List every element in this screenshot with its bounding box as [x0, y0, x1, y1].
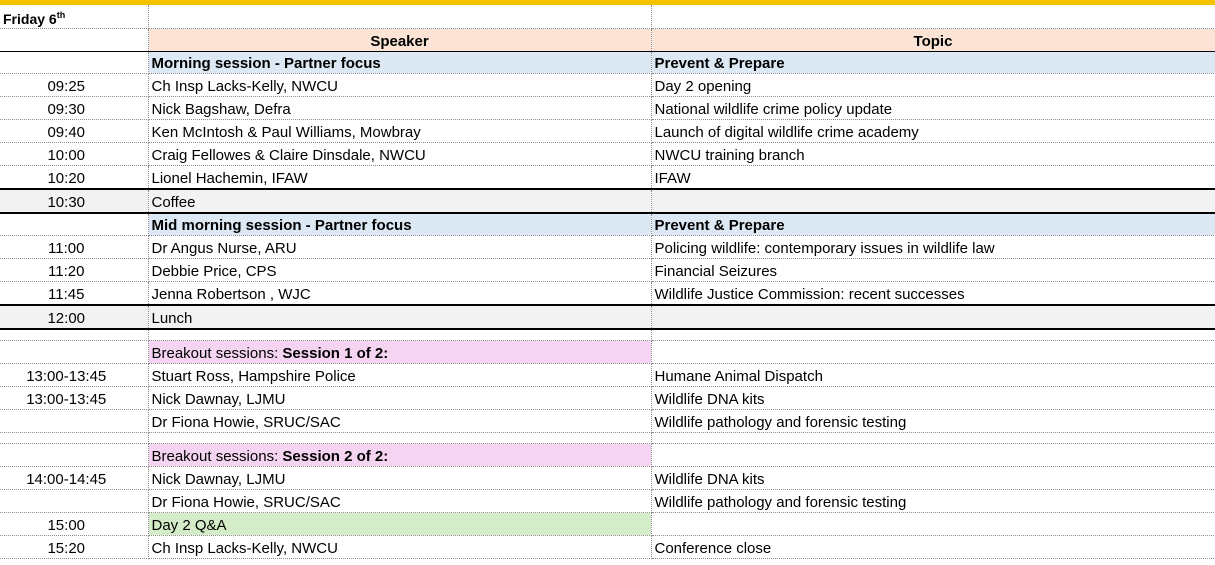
table-row	[0, 143, 1215, 166]
breakout-row-1	[0, 341, 1215, 364]
speaker-cell[interactable]: Nick Bagshaw, Defra	[148, 97, 651, 120]
agenda-table	[0, 5, 1215, 559]
topic-header[interactable]: Topic	[651, 29, 1215, 52]
time-cell[interactable]: 11:20	[0, 259, 148, 282]
session-topic[interactable]: Prevent & Prepare	[651, 52, 1215, 74]
topic-cell[interactable]: Financial Seizures	[651, 259, 1215, 282]
time-cell[interactable]: 11:00	[0, 236, 148, 259]
table-row	[0, 259, 1215, 282]
empty-cell[interactable]	[0, 29, 148, 52]
empty-cell[interactable]	[148, 329, 651, 341]
session-title[interactable]: Mid morning session - Partner focus	[148, 213, 651, 236]
day-label: Friday 6	[3, 11, 57, 27]
breakout-session-label: Session 2 of 2:	[282, 448, 389, 465]
day-suffix: th	[56, 10, 66, 20]
topic-cell[interactable]: Wildlife pathology and forensic testing	[651, 490, 1215, 513]
table-row	[0, 74, 1215, 97]
empty-cell[interactable]	[651, 433, 1215, 444]
empty-cell[interactable]	[651, 329, 1215, 341]
session-title[interactable]: Morning session - Partner focus	[148, 52, 651, 74]
empty-cell[interactable]	[651, 341, 1215, 364]
topic-cell[interactable]: Day 2 opening	[651, 74, 1215, 97]
time-cell[interactable]: 15:00	[0, 513, 148, 536]
breakout-session-label: Session 1 of 2:	[282, 345, 389, 362]
time-cell[interactable]: 09:40	[0, 120, 148, 143]
speaker-cell[interactable]: Lionel Hachemin, IFAW	[148, 166, 651, 190]
empty-cell[interactable]	[651, 189, 1215, 213]
empty-cell[interactable]	[0, 444, 148, 467]
empty-cell[interactable]	[0, 52, 148, 74]
speaker-cell[interactable]: Nick Dawnay, LJMU	[148, 467, 651, 490]
speaker-cell[interactable]: Dr Fiona Howie, SRUC/SAC	[148, 490, 651, 513]
empty-cell[interactable]	[0, 213, 148, 236]
topic-cell[interactable]: Wildlife Justice Commission: recent successes	[651, 282, 1215, 306]
empty-cell[interactable]	[651, 305, 1215, 329]
time-cell[interactable]: 13:00-13:45	[0, 387, 148, 410]
speaker-cell[interactable]: Nick Dawnay, LJMU	[148, 387, 651, 410]
speaker-cell[interactable]: Ch Insp Lacks-Kelly, NWCU	[148, 74, 651, 97]
empty-cell[interactable]	[0, 329, 148, 341]
topic-cell[interactable]: Wildlife DNA kits	[651, 387, 1215, 410]
table-row	[0, 536, 1215, 559]
speaker-cell[interactable]: Dr Angus Nurse, ARU	[148, 236, 651, 259]
qa-row	[0, 513, 1215, 536]
speaker-cell[interactable]: Debbie Price, CPS	[148, 259, 651, 282]
table-row	[0, 120, 1215, 143]
qa-label[interactable]: Day 2 Q&A	[148, 513, 651, 536]
table-row	[0, 166, 1215, 190]
time-cell[interactable]	[0, 410, 148, 433]
topic-cell[interactable]: National wildlife crime policy update	[651, 97, 1215, 120]
speaker-cell[interactable]: Dr Fiona Howie, SRUC/SAC	[148, 410, 651, 433]
topic-cell[interactable]: Policing wildlife: contemporary issues in wildlife law	[651, 236, 1215, 259]
breakout-prefix: Breakout sessions:	[151, 448, 283, 465]
header-row	[0, 29, 1215, 52]
coffee-row	[0, 189, 1215, 213]
speaker-cell[interactable]: Ken McIntosh & Paul Williams, Mowbray	[148, 120, 651, 143]
topic-cell[interactable]: Conference close	[651, 536, 1215, 559]
time-cell[interactable]	[0, 490, 148, 513]
spacer-row	[0, 329, 1215, 341]
speaker-cell[interactable]: Ch Insp Lacks-Kelly, NWCU	[148, 536, 651, 559]
topic-cell[interactable]: Wildlife pathology and forensic testing	[651, 410, 1215, 433]
day-cell[interactable]	[0, 5, 148, 29]
table-row	[0, 490, 1215, 513]
time-cell[interactable]: 14:00-14:45	[0, 467, 148, 490]
table-row	[0, 97, 1215, 120]
time-cell[interactable]: 15:20	[0, 536, 148, 559]
session-row-mid-morning	[0, 213, 1215, 236]
session-row-morning	[0, 52, 1215, 74]
time-cell[interactable]: 09:25	[0, 74, 148, 97]
speaker-cell[interactable]: Jenna Robertson , WJC	[148, 282, 651, 306]
time-cell[interactable]: 10:20	[0, 166, 148, 190]
breakout-row-2	[0, 444, 1215, 467]
empty-cell[interactable]	[651, 5, 1215, 29]
empty-cell[interactable]	[148, 433, 651, 444]
table-row	[0, 236, 1215, 259]
breakout-title[interactable]	[148, 341, 651, 364]
topic-cell[interactable]: Launch of digital wildlife crime academy	[651, 120, 1215, 143]
breakout-title[interactable]	[148, 444, 651, 467]
table-row	[0, 467, 1215, 490]
table-row	[0, 364, 1215, 387]
time-cell[interactable]: 10:00	[0, 143, 148, 166]
topic-cell[interactable]: IFAW	[651, 166, 1215, 190]
break-label[interactable]: Lunch	[148, 305, 651, 329]
breakout-prefix: Breakout sessions:	[151, 345, 283, 362]
empty-cell[interactable]	[651, 444, 1215, 467]
lunch-row	[0, 305, 1215, 329]
topic-cell[interactable]: Wildlife DNA kits	[651, 467, 1215, 490]
empty-cell[interactable]	[0, 433, 148, 444]
table-row	[0, 282, 1215, 306]
time-cell[interactable]: 09:30	[0, 97, 148, 120]
table-row	[0, 387, 1215, 410]
topic-cell[interactable]: NWCU training branch	[651, 143, 1215, 166]
empty-cell[interactable]	[148, 5, 651, 29]
topic-cell[interactable]: Humane Animal Dispatch	[651, 364, 1215, 387]
time-cell[interactable]: 11:45	[0, 282, 148, 306]
empty-cell[interactable]	[0, 341, 148, 364]
empty-cell[interactable]	[651, 513, 1215, 536]
speaker-cell[interactable]: Craig Fellowes & Claire Dinsdale, NWCU	[148, 143, 651, 166]
spacer-row	[0, 433, 1215, 444]
break-label[interactable]: Coffee	[148, 189, 651, 213]
speaker-cell[interactable]: Stuart Ross, Hampshire Police	[148, 364, 651, 387]
time-cell[interactable]: 10:30	[0, 189, 148, 213]
table-row	[0, 410, 1215, 433]
day-row	[0, 5, 1215, 29]
time-cell[interactable]: 13:00-13:45	[0, 364, 148, 387]
session-topic[interactable]: Prevent & Prepare	[651, 213, 1215, 236]
time-cell[interactable]: 12:00	[0, 305, 148, 329]
speaker-header[interactable]: Speaker	[148, 29, 651, 52]
